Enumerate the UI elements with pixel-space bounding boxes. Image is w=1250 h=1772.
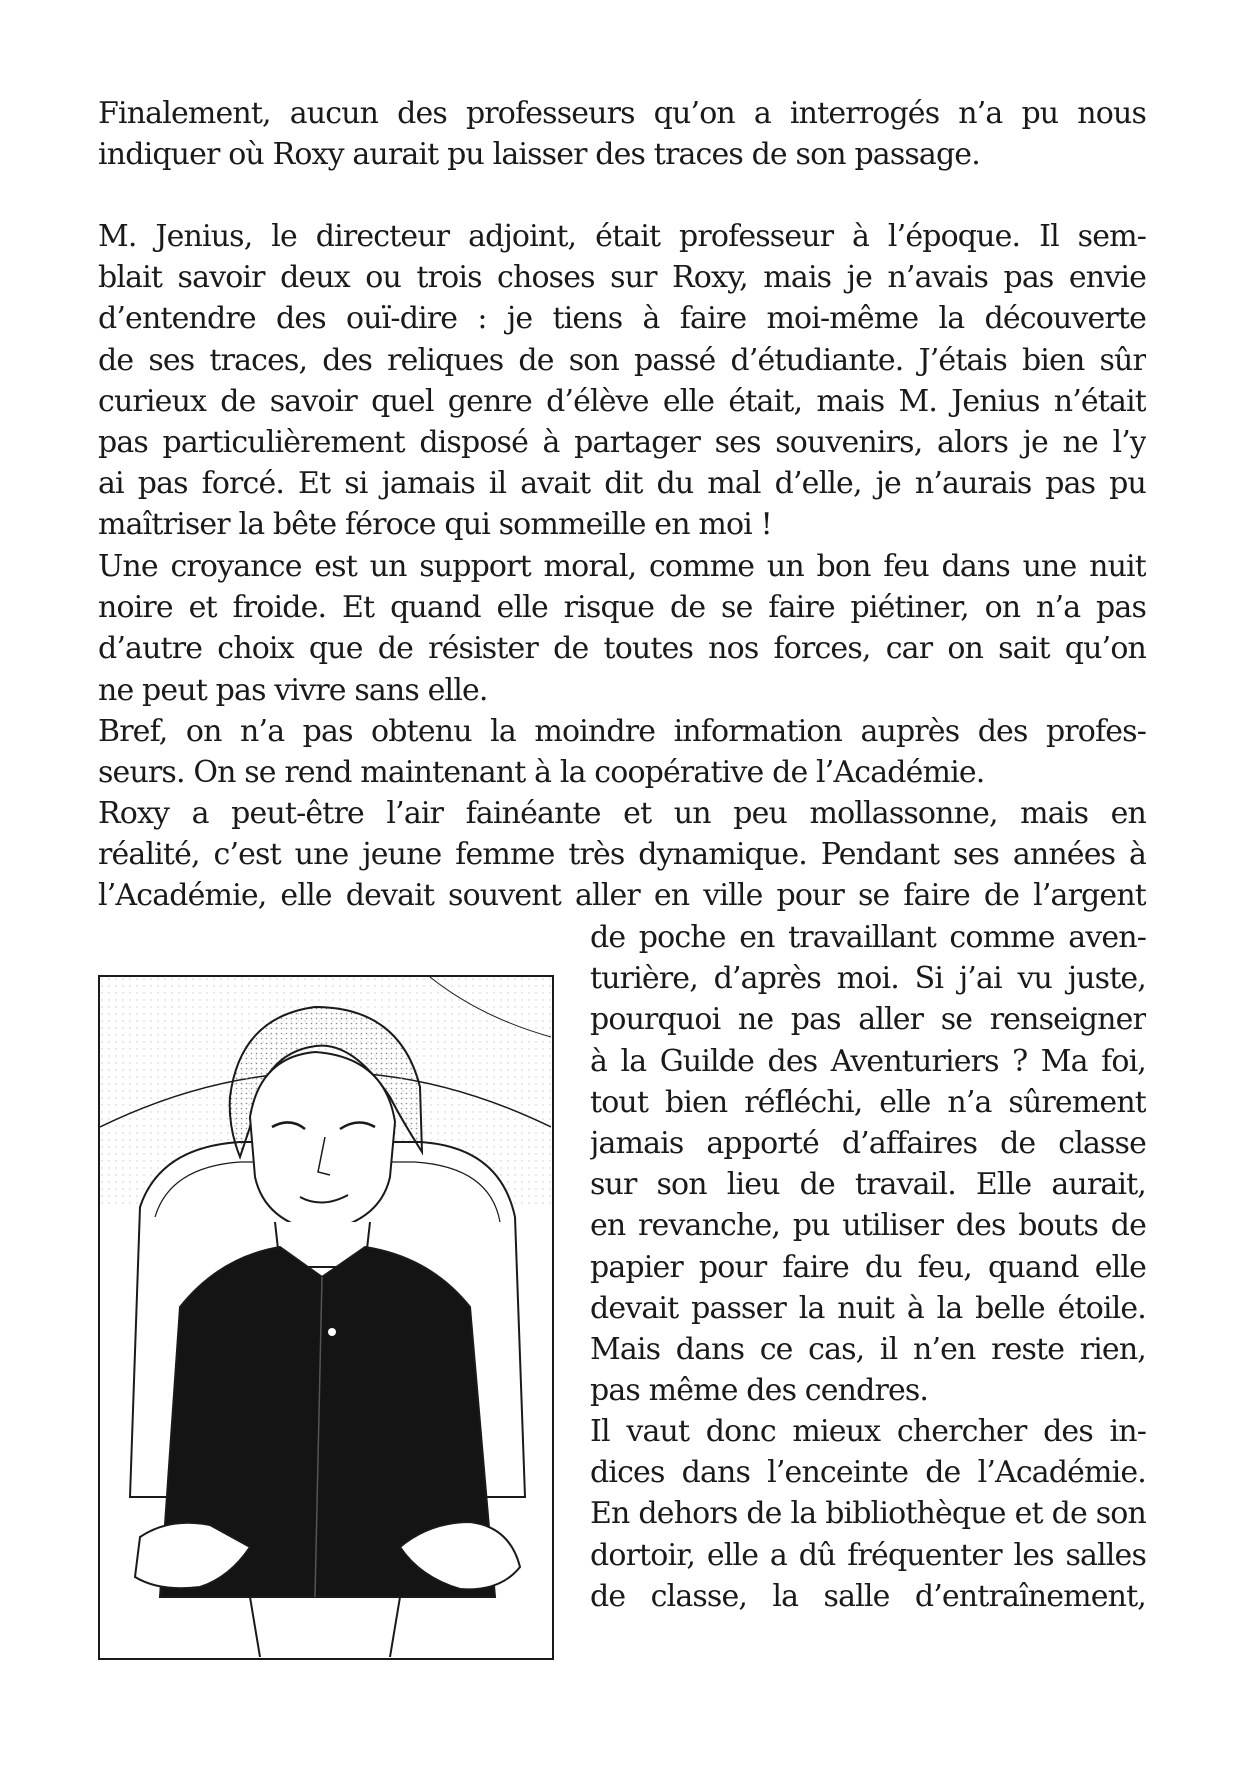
text-line: curieux de savoir quel genre d’élève elle était, mais M. Jenius n’était xyxy=(98,383,1146,419)
text-line: à la Guilde des Aventuriers ? Ma foi, xyxy=(590,1043,1146,1079)
text-line: dortoir, elle a dû fréquenter les salles xyxy=(590,1537,1146,1573)
text-line: de poche en travaillant comme aven- xyxy=(590,920,1146,955)
text-line: Une croyance est un support moral, comme un bon feu dans une nuit xyxy=(98,549,1146,584)
text-line: En dehors de la bibliothèque et de son xyxy=(590,1496,1146,1532)
text-line: en revanche, pu utiliser des bouts de xyxy=(590,1208,1146,1244)
text-line: noire et froide. Et quand elle risque de se faire piétiner, on n’a pas xyxy=(98,590,1146,626)
text-line: maîtriser la bête féroce qui sommeille en moi ! xyxy=(98,507,772,543)
text-line: Mais dans ce cas, il n’en reste rien, xyxy=(590,1331,1146,1367)
text-line: de ses traces, des reliques de son passé d’étudiante. J’étais bien sûr xyxy=(98,342,1146,378)
coat-button xyxy=(328,1328,336,1336)
face xyxy=(250,1052,395,1232)
text-line: jamais apporté d’affaires de classe xyxy=(590,1125,1146,1161)
text-line: ne peut pas vivre sans elle. xyxy=(98,672,488,708)
text-line: Bref, on n’a pas obtenu la moindre information auprès des profes- xyxy=(98,714,1146,749)
text-line: ai pas forcé. Et si jamais il avait dit du mal d’elle, je n’aurais pas pu xyxy=(98,466,1146,502)
text-line: devait passer la nuit à la belle étoile. xyxy=(590,1290,1146,1326)
text-line: sur son lieu de travail. Elle aurait, xyxy=(590,1167,1146,1203)
paragraph-4 xyxy=(98,711,1146,793)
text-line: Finalement, aucun des professeurs qu’on a interrogés n’a pu nous xyxy=(98,96,1146,131)
text-line: blait savoir deux ou trois choses sur Roxy, mais je n’avais pas envie xyxy=(98,260,1146,296)
text-line: indiquer où Roxy aurait pu laisser des traces de son passage. xyxy=(98,137,980,173)
text-line: pourquoi ne pas aller se renseigner xyxy=(590,1002,1146,1038)
text-line: papier pour faire du feu, quand elle xyxy=(590,1249,1146,1285)
paragraph-3 xyxy=(98,546,1146,711)
paragraph-6 xyxy=(590,1411,1146,1617)
text-line: pas particulièrement disposé à partager ses souvenirs, alors je ne l’y xyxy=(98,424,1146,460)
text-line: seurs. On se rend maintenant à la coopérative de l’Académie. xyxy=(98,755,985,791)
text-line: dices dans l’enceinte de l’Académie. xyxy=(590,1455,1146,1491)
illustration-drawing xyxy=(100,977,551,1657)
paragraph-2 xyxy=(98,216,1146,546)
paragraph-1 xyxy=(98,93,1146,175)
text-line: Roxy a peut-être l’air fainéante et un peu mollassonne, mais en xyxy=(98,796,1146,831)
text-line: tout bien réfléchi, elle n’a sûrement xyxy=(590,1084,1146,1120)
text-line: l’Académie, elle devait souvent aller en ville pour se faire de l’argent xyxy=(98,878,1146,914)
text-line: turière, d’après moi. Si j’ai vu juste, xyxy=(590,961,1146,997)
text-line: de classe, la salle d’entraînement, xyxy=(590,1578,1146,1614)
manga-illustration xyxy=(98,975,554,1660)
text-line: pas même des cendres. xyxy=(590,1373,929,1409)
paragraph-5 xyxy=(98,793,1146,917)
text-line: d’autre choix que de résister de toutes nos forces, car on sait qu’on xyxy=(98,631,1146,667)
paragraph-5-column xyxy=(590,917,1146,1411)
text-line: réalité, c’est une jeune femme très dynamique. Pendant ses années à xyxy=(98,837,1146,873)
text-line: M. Jenius, le directeur adjoint, était professeur à l’époque. Il sem- xyxy=(98,219,1146,254)
text-line: Il vaut donc mieux chercher des in- xyxy=(590,1414,1146,1449)
text-line: d’entendre des ouï-dire : je tiens à faire moi-même la découverte xyxy=(98,301,1146,337)
